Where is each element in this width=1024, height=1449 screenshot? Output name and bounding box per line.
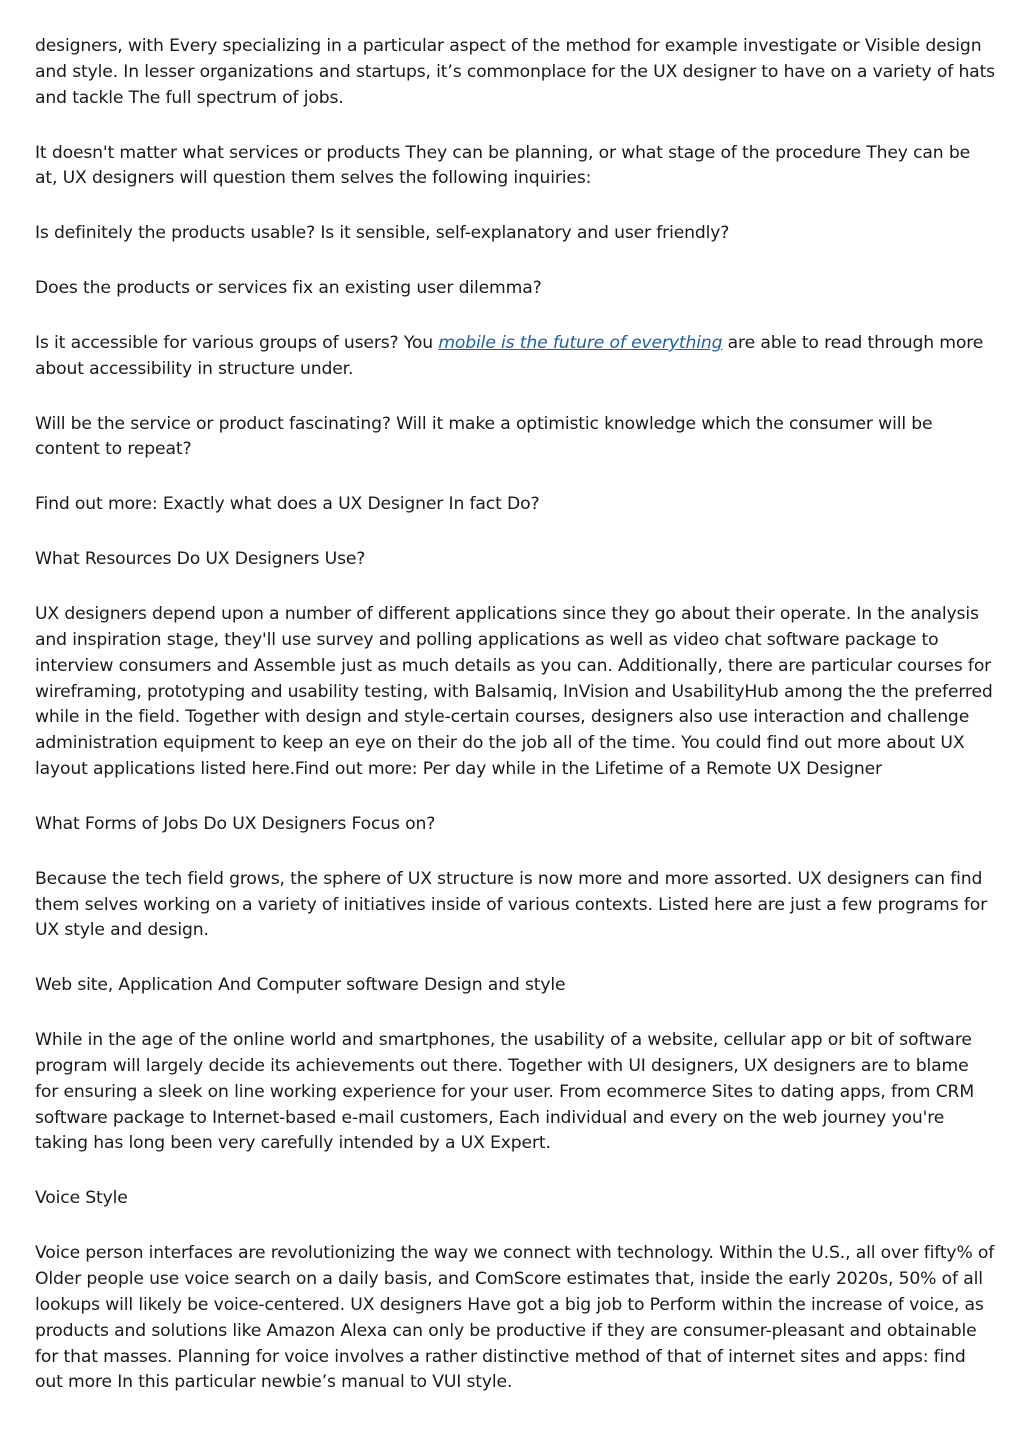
paragraph-question-dilemma: Does the products or services fix an existing user dilemma? xyxy=(35,278,542,299)
paragraph-question-fascinating: Will be the service or product fascinating? Will it make a optimistic knowledge which the consumer will be content to repeat? xyxy=(35,413,933,460)
accessible-text-after: are able to read through more about accessibility in structure under. xyxy=(35,332,984,379)
heading-voice-style: Voice Style xyxy=(35,1188,128,1209)
paragraph-web-app-software: While in the age of the online world and smartphones, the usability of a website, cellular app or bit of software program will largely decide its achievements out there. Together with UI designers, UX designers are to blame for ensuring a sleek on line working experience for your user. From ecommerce Sites to dating apps, from CRM software package to Internet-based e-mail customers, Each individual and every on the web journey you're taking has long been very carefully intended by a UX Expert. xyxy=(35,1030,975,1154)
paragraph-resources: UX designers depend upon a number of different applications since they go about their operate. In the analysis and inspiration stage, they'll use survey and polling applications as well as video chat software package to interview consumers and Assemble just as much details as you can. Additionally, there are particular courses for wireframing, prototyping and usability testing, with Balsamiq, InVision and UsabilityHub among the the preferred while in the field. Together with design and style-certain courses, designers also use interaction and challenge administration equipment to keep an eye on their do the job all of the time. You could find out more about UX layout applications listed here.Find out more: Per day while in the Lifetime of a Remote UX Designer xyxy=(35,603,993,780)
heading-job-forms: What Forms of Jobs Do UX Designers Focus on? xyxy=(35,813,436,834)
paragraph-ux-questions-intro: It doesn't matter what services or products They can be planning, or what stage of the procedure They can be at, UX designers will question them selves the following inquiries: xyxy=(35,142,971,189)
heading-web-app-software: Web site, Application And Computer software Design and style xyxy=(35,975,566,996)
mobile-future-link[interactable]: mobile is the future of everything xyxy=(438,332,723,353)
document-body xyxy=(35,34,995,1425)
paragraph-designers-roles: designers, with Every specializing in a particular aspect of the method for example investigate or Visible design and style. In lesser organizations and startups, it’s commonplace for the UX designer to have on a variety of hats and tackle The full spectrum of jobs. xyxy=(35,36,995,108)
paragraph-find-out-more: Find out more: Exactly what does a UX Designer In fact Do? xyxy=(35,494,540,515)
paragraph-tech-field: Because the tech field grows, the sphere of UX structure is now more and more assorted. UX designers can find them selves working on a variety of initiatives inside of various contexts. Listed here are just a few programs for UX style and design. xyxy=(35,868,988,941)
paragraph-question-accessible xyxy=(35,331,995,383)
paragraph-voice-style: Voice person interfaces are revolutionizing the way we connect with technology. Within the U.S., all over fifty% of Older people use voice search on a daily basis, and ComScore estimates that, inside the early 2020s, 50% of all lookups will likely be voice-centered. UX designers Have got a big job to Perform within the increase of voice, as products and solutions like Amazon Alexa can only be productive if they are consumer-pleasant and obtainable for that masses. Planning for voice involves a rather distinctive method of that of internet sites and apps: find out more In this particular newbie’s manual to VUI style. xyxy=(35,1243,995,1393)
accessible-text-before: Is it accessible for various groups of users? You xyxy=(35,332,439,353)
heading-resources: What Resources Do UX Designers Use? xyxy=(35,549,366,570)
paragraph-question-usable: Is definitely the products usable? Is it sensible, self-explanatory and user friendly? xyxy=(35,223,730,244)
